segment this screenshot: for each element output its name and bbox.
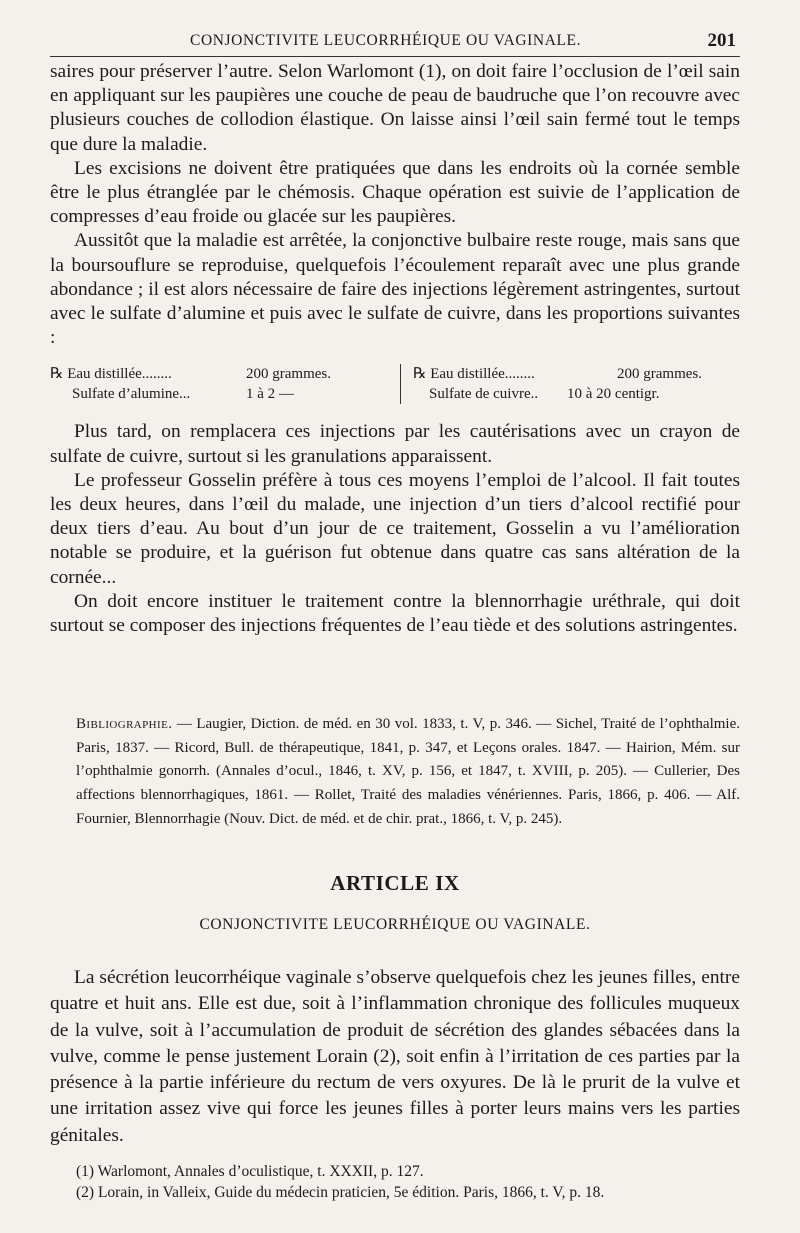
paragraph: On doit encore instituer le traitement contre la blennorrhagie uréthrale, qui doit surtout se composer des injections fréquentes de l’eau tiède et des solutions astringentes. <box>50 590 740 637</box>
article-body <box>50 965 740 1149</box>
prescription-quantity: 10 à 20 centigr. <box>567 386 660 403</box>
prescription-item: ℞ Eau distillée........ <box>413 366 535 383</box>
body-text <box>50 60 740 638</box>
footnote: (1) Warlomont, Annales d’oculistique, t. XXXII, p. 127. <box>76 1163 424 1180</box>
bibliography-text: — Laugier, Diction. de méd. en 30 vol. 1833, t. V, p. 346. — Sichel, Traité de l’ophthalmie. Paris, 1837. — Ricord, Bull. de thérapeutique, 1841, p. 347, et Leçons orales. 1847. — Hairion, Mém. sur l’ophthalmie gonorrh. (Annales d’ocul., 1846, t. XV, p. 156, et 1847, t. XVIII, p. 205). — Cullerier, Des affections blennorrhagiques, 1861. — Rollet, Traité des maladies vénériennes. Paris, 1866, p. 406. — Alf. Fournier, Blennorrhagie (Nouv. Dict. de méd. et de chir. prat., 1866, t. V, p. 245). <box>76 716 740 827</box>
prescription-item: ℞ Eau distillée........ <box>50 366 172 383</box>
prescription-item: Sulfate de cuivre.. <box>429 386 539 403</box>
prescription-item: Sulfate d’alumine... <box>72 386 191 403</box>
document-page <box>50 0 740 1233</box>
running-head-title: CONJONCTIVITE LEUCORRHÉIQUE OU VAGINALE. <box>190 32 582 49</box>
article-heading: ARTICLE IX <box>330 871 460 895</box>
running-head <box>50 30 740 57</box>
paragraph: Les excisions ne doivent être pratiquées que dans les endroits où la cornée semble être le plus étranglée par le chémosis. Chaque opération est suivie de l’application de compresses d’eau froide ou glacée sur les paupières. <box>50 157 740 228</box>
article-subtitle: CONJONCTIVITE LEUCORRHÉIQUE OU VAGINALE. <box>199 916 591 933</box>
paragraph: Le professeur Gosselin préfère à tous ces moyens l’emploi de l’alcool. Il fait toutes les deux heures, dans l’œil du malade, une injection d’un tiers d’alcool rectifié pour deux tiers d’eau. Au bout d’un jour de ce traitement, Gosselin a vu l’amélioration notable se produire, et la guérison fut obtenue dans quatre cas sans altération de la cornée... <box>50 469 740 588</box>
prescription-quantity: 200 grammes. <box>617 366 702 383</box>
paragraph: La sécrétion leucorrhéique vaginale s’observe quelquefois chez les jeunes filles, entre quatre et huit ans. Elle est due, soit à l’inflammation chronique des follicules muqueux de la vulve, soit à l’accumulation de produit de sécrétion des glandes sébacées dans la vulve, comme le pense justement Lorain (2), soit enfin à l’irritation de ces parties par la présence à la partie inférieure du rectum de vers oxyures. De là le prurit de la vulve et une irritation assez vive qui force les jeunes filles à porter leurs mains vers les parties génitales. <box>50 967 740 1146</box>
prescription-table <box>50 364 740 406</box>
page-number: 201 <box>707 30 736 51</box>
paragraph: Plus tard, on remplacera ces injections par les cautérisations avec un crayon de sulfate de cuivre, surtout si les granulations apparaissent. <box>50 421 740 467</box>
prescription-right <box>400 364 747 404</box>
prescription-quantity: 1 à 2 — <box>246 386 294 403</box>
bibliography <box>76 713 740 832</box>
prescription-left <box>50 364 390 404</box>
footnote: (2) Lorain, in Valleix, Guide du médecin praticien, 5e édition. Paris, 1866, t. V, p. 18. <box>76 1183 605 1201</box>
paragraph: saires pour préserver l’autre. Selon Warlomont (1), on doit faire l’occlusion de l’œil sain en appliquant sur les paupières une couche de peau de baudruche que l’on recouvre avec plusieurs couches de collodion élastique. On laisse ainsi l’œil sain fermé tout le temps que dure la maladie. <box>50 61 740 155</box>
prescription-quantity: 200 grammes. <box>246 366 331 383</box>
paragraph: Aussitôt que la maladie est arrêtée, la conjonctive bulbaire reste rouge, mais sans que la boursouflure se reproduise, quelquefois l’écoulement reparaît avec une plus grande abondance ; il est alors nécessaire de faire des injections légèrement astringentes, surtout avec le sulfate d’alumine et puis avec le sulfate de cuivre, dans les proportions suivantes : <box>50 230 740 349</box>
footnotes <box>76 1162 740 1203</box>
bibliography-label: Bibliographie. <box>76 716 173 732</box>
